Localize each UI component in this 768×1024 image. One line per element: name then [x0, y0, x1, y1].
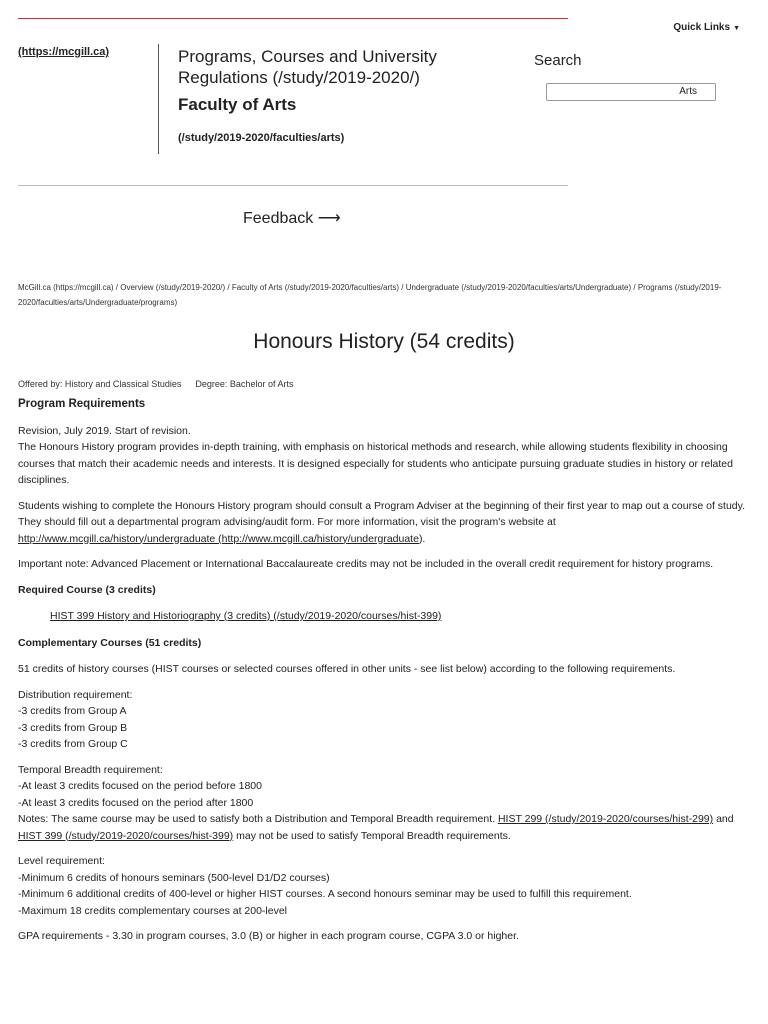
complementary-heading: Complementary Courses (51 credits) [18, 636, 202, 649]
advice-end: ). [418, 532, 426, 545]
chevron-down-icon: ▼ [733, 25, 740, 32]
header-separator [18, 185, 568, 186]
program-meta [18, 379, 293, 389]
header-divider [158, 44, 159, 154]
search-input[interactable] [546, 83, 716, 101]
feedback-button[interactable] [243, 208, 341, 228]
list-item: Level requirement: [18, 855, 105, 867]
degree: Degree: Bachelor of Arts [195, 379, 294, 389]
program-requirements-heading: Program Requirements [18, 398, 146, 410]
faculty-link[interactable]: (/study/2019-2020/faculties/arts) [178, 132, 345, 144]
offered-by: Offered by: History and Classical Studies [18, 379, 182, 389]
breadcrumb[interactable]: McGill.ca (https://mcgill.ca) / Overview (/study/2019-2020/) / Faculty of Arts (/study/2019-2020/faculties/arts) / Undergraduate (/study/2019-2020/faculties/arts/Undergraduate) / Programs (/study/2019-2020/faculties/arts/Undergraduate/programs) [18, 283, 722, 307]
notes-post: may not be used to satisfy Temporal Breadth requirements. [236, 829, 511, 842]
site-title-link[interactable]: Programs, Courses and University Regulations (/study/2019-2020/) [178, 47, 437, 87]
hist-399-link[interactable] [50, 608, 753, 625]
list-item: -3 credits from Group B [18, 721, 128, 734]
mcgill-home-link[interactable]: (https://mcgill.ca) [18, 46, 110, 58]
notes-text: Notes: The same course may be used to satisfy both a Distribution and Temporal Breadth requirement. [18, 813, 496, 825]
revision-note: Revision, July 2019. Start of revision. [18, 424, 191, 437]
list-item: -Maximum 18 credits complementary courses at 200-level [18, 904, 288, 917]
list-item: -Minimum 6 credits of honours seminars (500-level D1/D2 courses) [18, 871, 330, 884]
distribution-requirement [18, 687, 753, 753]
arrow-right-icon: ⟶ [317, 210, 341, 227]
list-item: -At least 3 credits focused on the period after 1800 [18, 796, 254, 809]
advice-paragraph [18, 498, 753, 548]
feedback-label: Feedback [243, 210, 314, 227]
notes-mid: and [716, 813, 734, 825]
level-requirement [18, 853, 753, 919]
list-item: -3 credits from Group C [18, 738, 128, 750]
required-course-heading: Required Course (3 credits) [18, 583, 156, 596]
list-item: Distribution requirement: [18, 688, 133, 701]
page-title: Honours History (54 credits) [253, 330, 515, 353]
gpa-requirement: GPA requirements - 3.30 in program courses, 3.0 (B) or higher in each program course, CGPA 3.0 or higher. [18, 930, 519, 942]
advice-text: Students wishing to complete the Honours History program should consult a Program Adviser at the beginning of their first year to map out a course of study. They should fill out a departmental program advising/audit form. For more information, visit the program's website at [18, 499, 746, 528]
quick-links-label: Quick Links [673, 22, 731, 33]
top-accent-line [18, 18, 568, 19]
hist-399-label: HIST 399 History and Historiography (3 credits) (/study/2019-2020/courses/hist-399) [50, 610, 442, 622]
faculty-title[interactable]: Faculty of Arts [178, 95, 297, 114]
program-content [18, 396, 753, 954]
search-label: Search [534, 52, 582, 69]
important-note: Important note: Advanced Placement or International Baccalaureate credits may not be included in the overall credit requirement for history programs. [18, 558, 714, 570]
hist-299-link[interactable]: HIST 299 (/study/2019-2020/courses/hist-299) [497, 813, 714, 825]
list-item: -3 credits from Group A [18, 705, 127, 717]
intro-paragraph [18, 423, 753, 489]
program-website-link[interactable]: http://www.mcgill.ca/history/undergraduate (http://www.mcgill.ca/history/undergraduate [18, 532, 419, 545]
complementary-intro: 51 credits of history courses (HIST courses or selected courses offered in other units - see list below) according to the following requirements. [18, 663, 676, 675]
list-item: -At least 3 credits focused on the period before 1800 [18, 780, 262, 792]
search-value: Arts [679, 86, 697, 97]
quick-links-menu[interactable] [673, 22, 740, 33]
temporal-requirement [18, 762, 753, 845]
list-item: -Minimum 6 additional credits of 400-level or higher HIST courses. A second honours seminar may be used to fulfill this requirement. [18, 888, 632, 900]
list-item: Temporal Breadth requirement: [18, 763, 163, 776]
hist-399-notes-link[interactable]: HIST 399 (/study/2019-2020/courses/hist-399) [18, 829, 234, 842]
intro-text: The Honours History program provides in-depth training, with emphasis on historical methods and research, while allowing students flexibility in choosing courses that match their academic needs and interests. It is designed especially for students who anticipate pursuing graduate studies in history or related disciplines. [18, 441, 733, 486]
